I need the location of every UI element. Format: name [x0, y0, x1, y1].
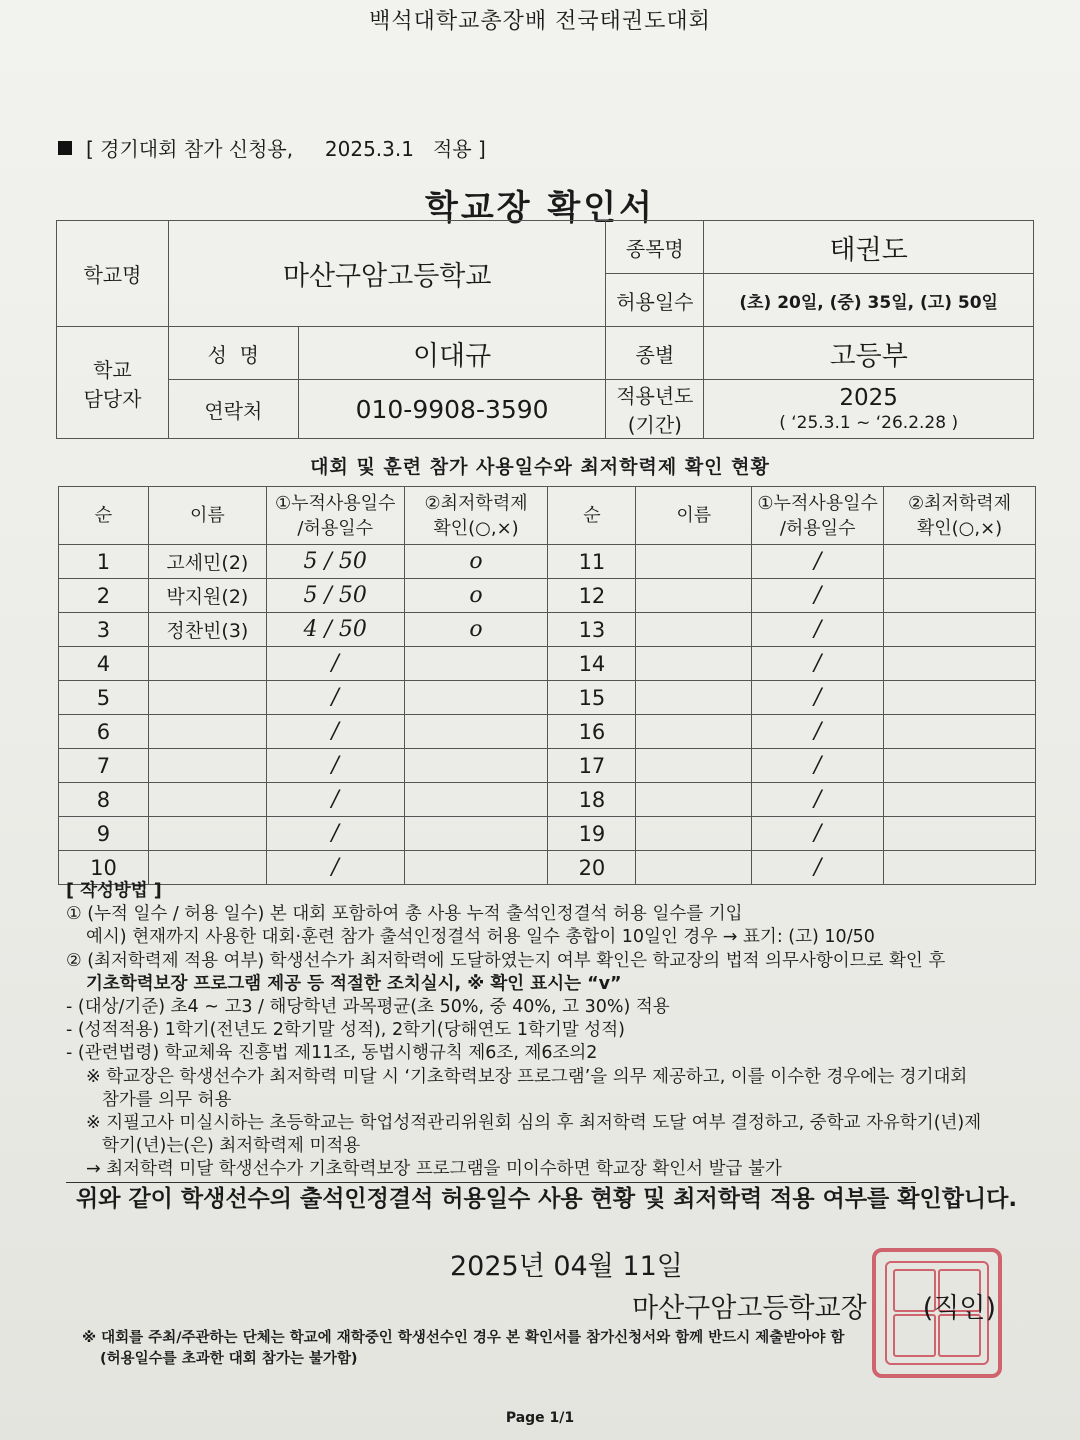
min-academic-check-right: [884, 749, 1036, 783]
apply-year-value: 2025: [839, 385, 898, 411]
col-header-check-right: [884, 487, 1036, 545]
apply-year-label-line2: (기간): [627, 413, 682, 437]
row-number: 8: [59, 783, 149, 817]
col-header-days-right: [752, 487, 884, 545]
col-header-days-line2: /허용일수: [297, 517, 374, 539]
sport-value: 태권도: [704, 221, 1034, 274]
min-academic-check-right: [884, 613, 1036, 647]
days-used: 5 / 50: [266, 579, 404, 613]
table-row: [59, 613, 1036, 647]
row-number: 1: [59, 545, 149, 579]
days-used: 4 / 50: [266, 613, 404, 647]
school-name-label: 학교명: [57, 221, 169, 327]
school-name-value: 마산구암고등학교: [168, 221, 606, 327]
instructions-line: ① (누적 일수 / 허용 일수) 본 대회 포함하여 총 사용 누적 출석인정결석 허용 일수를 기입: [66, 904, 743, 925]
sport-label: 종목명: [606, 221, 704, 274]
footnote-line2: (허용일수를 초과한 대회 참가는 불가함): [100, 1351, 358, 1367]
min-academic-check-right: [884, 783, 1036, 817]
min-academic-check: [404, 817, 548, 851]
document-title: 학교장 확인서: [425, 188, 655, 228]
student-name: 박지원(2): [148, 579, 266, 613]
col-header-name: 이름: [148, 487, 266, 545]
col-header-name-right: 이름: [636, 487, 752, 545]
student-name: [148, 681, 266, 715]
student-name: [148, 647, 266, 681]
table-row: [59, 647, 1036, 681]
signer-line: [632, 1286, 996, 1325]
row-number: 3: [59, 613, 149, 647]
student-name: [148, 817, 266, 851]
instructions: [66, 880, 1046, 1183]
participation-status-table: [58, 486, 1036, 885]
row-number: 7: [59, 749, 149, 783]
row-number-right: 11: [548, 545, 636, 579]
col-header-no: 순: [59, 487, 149, 545]
instructions-line: 예시) 현재까지 사용한 대회·훈련 참가 출석인정결석 허용 일수 총합이 10일인 경우 → 표기: (고) 10/50: [86, 927, 875, 948]
row-number-right: 16: [548, 715, 636, 749]
signer-name: 마산구암고등학교장: [632, 1293, 867, 1324]
manager-label: [57, 327, 169, 439]
instructions-heading: [ 작성방법 ]: [66, 881, 162, 901]
col-header-check: [404, 487, 548, 545]
row-number: 2: [59, 579, 149, 613]
allowed-days-value: (초) 20일, (중) 35일, (고) 50일: [704, 274, 1034, 327]
row-number-right: 20: [548, 851, 636, 885]
instructions-line: → 최저학력 미달 학생선수가 기초학력보장 프로그램을 미이수하면 학교장 확인서 발급 불가: [66, 1158, 916, 1182]
min-academic-check: [404, 715, 548, 749]
student-name-right: [636, 715, 752, 749]
footnote-line1: ※ 대회를 주최/주관하는 단체는 학교에 재학중인 학생선수인 경우 본 확인서를 참가신청서와 함께 반드시 제출받아야 함: [82, 1330, 845, 1346]
student-name: 고세민(2): [148, 545, 266, 579]
student-name: [148, 749, 266, 783]
days-used-right: /: [752, 579, 884, 613]
min-academic-check-right: [884, 647, 1036, 681]
table-row: [59, 681, 1036, 715]
col-header-check-line2: 확인(○,×): [433, 517, 519, 539]
footnote: [82, 1328, 844, 1370]
min-academic-check-right: [884, 545, 1036, 579]
student-name-right: [636, 783, 752, 817]
apply-year-period: ( ‘25.3.1 ~ ‘26.2.28 ): [779, 413, 959, 433]
min-academic-check: [404, 647, 548, 681]
allowed-days-label: 허용일수: [606, 274, 704, 327]
instructions-line: 참가를 의무 허용: [102, 1089, 232, 1110]
school-info-table: [56, 220, 1034, 439]
student-name-right: [636, 749, 752, 783]
min-academic-check-right: [884, 715, 1036, 749]
col-header-days-line1: ①누적사용일수: [274, 492, 396, 514]
col-header-days-right-line1: ①누적사용일수: [757, 492, 878, 514]
page-number: Page 1/1: [505, 1410, 575, 1426]
row-number-right: 14: [548, 647, 636, 681]
student-name: [148, 783, 266, 817]
col-header-check-right-line2: 확인(○,×): [916, 517, 1003, 539]
days-used-right: /: [752, 613, 884, 647]
student-name-right: [636, 647, 752, 681]
row-number-right: 18: [548, 783, 636, 817]
row-number-right: 12: [548, 579, 636, 613]
min-academic-check-right: [884, 681, 1036, 715]
days-used-right: /: [752, 817, 884, 851]
student-name-right: [636, 545, 752, 579]
instructions-line: ② (최저학력제 적용 여부) 학생선수가 최저학력에 도달하였는지 여부 확인은 학교장의 법적 의무사항이므로 확인 후: [66, 950, 946, 971]
days-used-right: /: [752, 681, 884, 715]
instructions-line: ※ 학교장은 학생선수가 최저학력 미달 시 ‘기초학력보장 프로그램’을 의무 제공하고, 이를 이수한 경우에는 경기대회: [86, 1066, 968, 1087]
instructions-line: - (관련법령) 학교체육 진흥법 제11조, 동법시행규칙 제6조, 제6조의2: [66, 1043, 598, 1064]
days-used-right: /: [752, 749, 884, 783]
row-number: 6: [59, 715, 149, 749]
days-used: /: [266, 817, 404, 851]
row-number-right: 15: [548, 681, 636, 715]
min-academic-check-right: [884, 817, 1036, 851]
days-used-right: /: [752, 783, 884, 817]
row-number: 9: [59, 817, 149, 851]
days-used: /: [266, 647, 404, 681]
instructions-line: - (대상/기준) 초4 ~ 고3 / 해당학년 과목평균(초 50%, 중 40%, 고 30%) 적용: [66, 997, 670, 1018]
col-header-check-right-line1: ②최저학력제: [908, 492, 1012, 514]
row-number-right: 19: [548, 817, 636, 851]
student-name-right: [636, 613, 752, 647]
category-label: 종별: [606, 327, 704, 380]
form-note-text: [ 경기대회 참가 신청용, 2025.3.1 적용 ]: [86, 137, 486, 161]
days-used-right: /: [752, 647, 884, 681]
table-row: [59, 749, 1036, 783]
apply-year-label-line1: 적용년도: [616, 384, 694, 408]
apply-year-label: [606, 380, 704, 439]
instructions-line: ※ 지필고사 미실시하는 초등학교는 학업성적관리위원회 심의 후 최저학력 도달 여부 결정하고, 중학교 자유학기(년)제: [86, 1113, 982, 1134]
seal-mark-text: (직인): [922, 1293, 996, 1324]
person-name-label: 성 명: [168, 327, 298, 380]
col-header-check-line1: ②최저학력제: [424, 492, 528, 514]
person-name-value: 이대규: [298, 327, 606, 380]
confirmation-statement: 위와 같이 학생선수의 출석인정결석 허용일수 사용 현황 및 최저학력 적용 여부를 확인합니다.: [76, 1186, 1018, 1212]
student-name-right: [636, 579, 752, 613]
section-title: 대회 및 훈련 참가 사용일수와 최저학력제 확인 현황: [310, 456, 770, 478]
min-academic-check: [404, 783, 548, 817]
days-used: 5 / 50: [266, 545, 404, 579]
days-used: /: [266, 715, 404, 749]
days-used: /: [266, 681, 404, 715]
row-number: 5: [59, 681, 149, 715]
table-row: [59, 817, 1036, 851]
min-academic-check: o: [404, 545, 548, 579]
days-used: /: [266, 749, 404, 783]
category-value: 고등부: [704, 327, 1034, 380]
days-used-right: /: [752, 545, 884, 579]
form-note: [58, 133, 486, 162]
row-number: 10: [59, 851, 149, 885]
table-row: [59, 715, 1036, 749]
apply-year-cell: [704, 380, 1034, 439]
table-row: [59, 783, 1036, 817]
contact-value: 010-9908-3590: [298, 380, 606, 439]
row-number-right: 17: [548, 749, 636, 783]
table-row: [59, 579, 1036, 613]
min-academic-check: [404, 749, 548, 783]
row-number-right: 13: [548, 613, 636, 647]
days-used: /: [266, 783, 404, 817]
contact-label: 연락처: [168, 380, 298, 439]
instructions-line: 학기(년)는(은) 최저학력제 미적용: [102, 1136, 361, 1157]
instructions-line: - (성적적용) 1학기(전년도 2학기말 성적), 2학기(당해연도 1학기말 성적): [66, 1020, 625, 1041]
days-used: /: [266, 851, 404, 885]
manager-label-line1: 학교: [93, 357, 132, 382]
days-used-right: /: [752, 715, 884, 749]
issue-date: 2025년 04월 11일: [450, 1251, 683, 1282]
square-bullet-icon: [58, 141, 72, 155]
row-number: 4: [59, 647, 149, 681]
col-header-days: [266, 487, 404, 545]
min-academic-check-right: [884, 579, 1036, 613]
student-name: [148, 715, 266, 749]
min-academic-check: o: [404, 579, 548, 613]
student-name-right: [636, 681, 752, 715]
table-row: [59, 545, 1036, 579]
student-name-right: [636, 817, 752, 851]
status-table-body: [59, 545, 1036, 885]
col-header-no-right: 순: [548, 487, 636, 545]
manager-label-line2: 담당자: [83, 386, 142, 411]
min-academic-check: [404, 681, 548, 715]
instructions-line: 기초학력보장 프로그램 제공 등 적절한 조치실시, ※ 확인 표시는 “v”: [86, 973, 622, 994]
days-used-right: /: [752, 851, 884, 885]
student-name: 정찬빈(3): [148, 613, 266, 647]
min-academic-check: o: [404, 613, 548, 647]
col-header-days-right-line2: /허용일수: [779, 517, 856, 539]
event-title: 백석대학교총장배 전국태권도대회: [369, 9, 711, 34]
